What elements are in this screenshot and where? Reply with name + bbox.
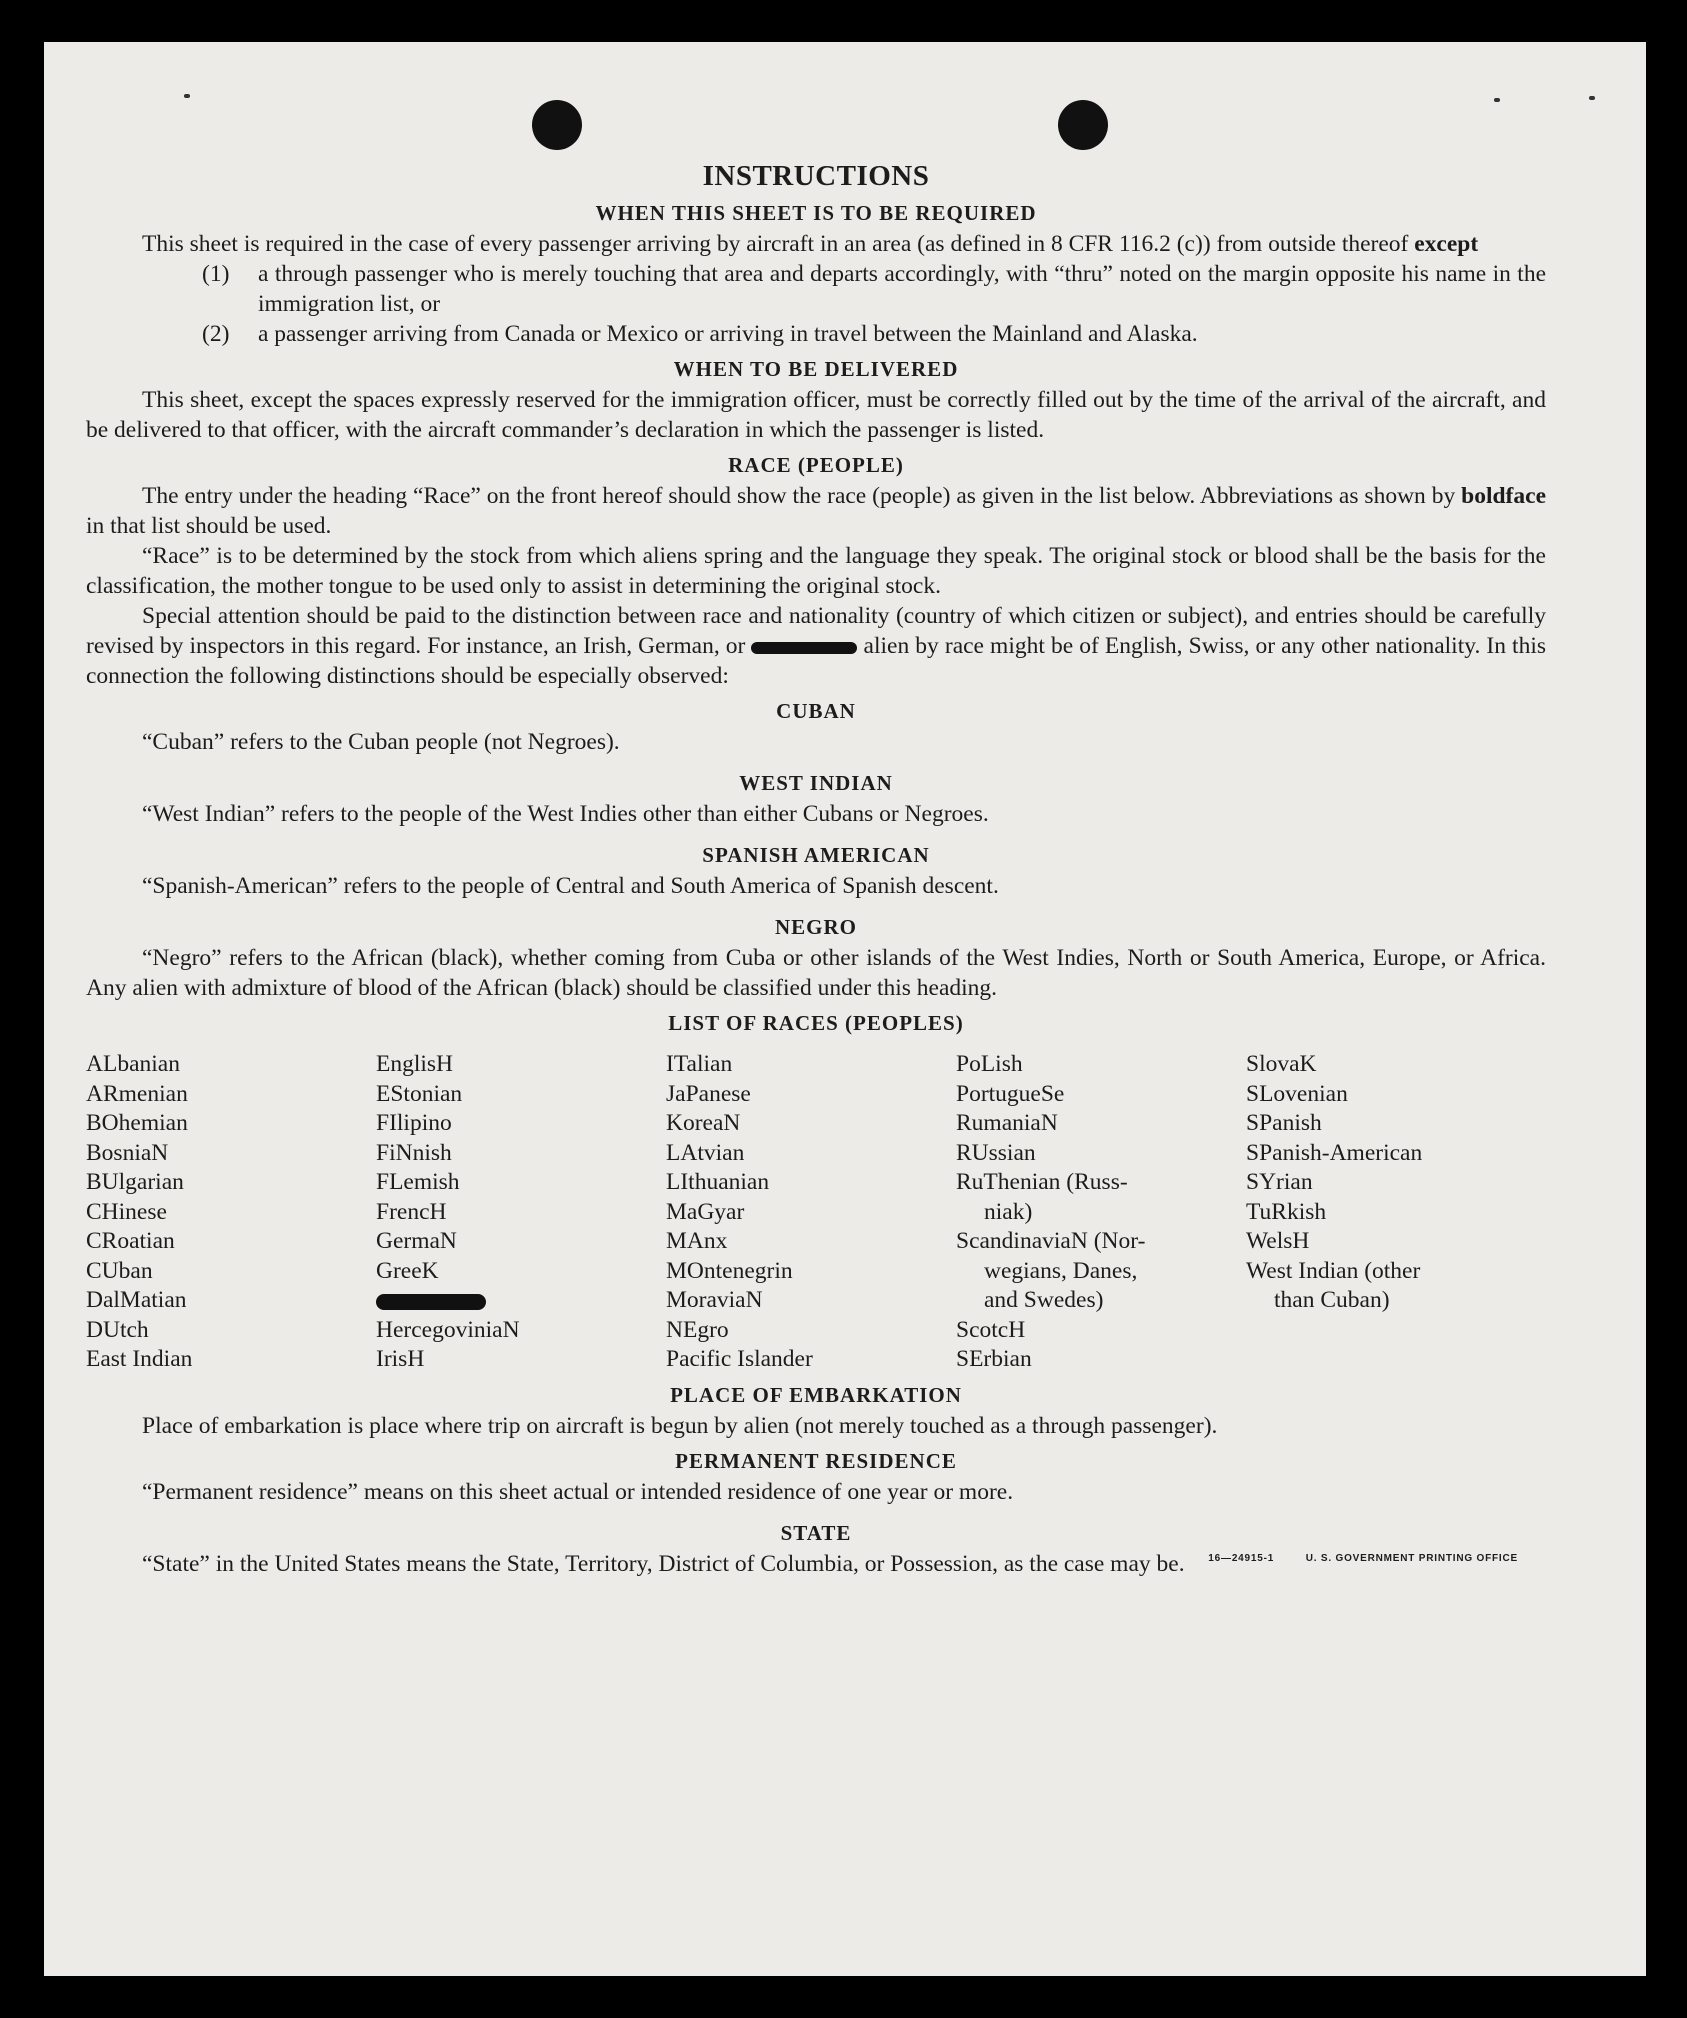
instructions-content: [86, 160, 1546, 1577]
race-list-item: SlovaK: [1246, 1051, 1317, 1077]
race-list-item: SYrian: [1246, 1169, 1313, 1195]
negro-text: “Negro” refers to the African (black), whether coming from Cuba or other islands of the West Indies, North or South America, Europe, or Africa. Any alien with admixture of blood of the African (black) should be classified under this heading.: [86, 945, 1546, 1001]
race-list-item: FIlipino: [376, 1110, 452, 1136]
race-list-item: BosniaN: [86, 1139, 169, 1166]
punch-hole-left: [532, 100, 582, 150]
race-list-item: CUban: [86, 1257, 153, 1284]
race-column-2: [376, 1050, 666, 1375]
state-text: “State” in the United States means the State, Territory, District of Columbia, or Possession, as the case may be.: [142, 1550, 1185, 1577]
race-paragraph-1: [86, 481, 1546, 541]
race-list-item: IrisH: [376, 1346, 425, 1372]
race-list-item: MAnx: [666, 1228, 728, 1254]
race-list-item: EStonian: [376, 1080, 463, 1107]
race-list-item: SErbian: [956, 1346, 1032, 1372]
heading-list-of-races: LIST OF RACES (PEOPLES): [668, 1011, 964, 1035]
race-list-item: SLovenian: [1246, 1080, 1348, 1107]
race-list-item: RUssian: [956, 1139, 1036, 1166]
race-p3-a: Special attention should be paid to the distinction between race and nationality (country of which citizen or subject), and entries should be carefully revised by inspectors in this regard. For instance, an Irish, German, or: [86, 603, 1546, 659]
scan-speck: [1589, 96, 1595, 100]
heading-spanish-american: SPANISH AMERICAN: [702, 843, 930, 867]
race-list-item: GreeK: [376, 1257, 439, 1284]
heading-required: WHEN THIS SHEET IS TO BE REQUIRED: [595, 201, 1037, 225]
race-list-item: SPanish: [1246, 1110, 1322, 1136]
race-list-item: BUlgarian: [86, 1169, 184, 1195]
race-list-item: PoLish: [956, 1051, 1023, 1077]
race-list-item: East Indian: [86, 1346, 193, 1372]
race-list-item: ITalian: [666, 1051, 733, 1077]
heading-cuban: CUBAN: [776, 699, 856, 723]
required-intro-text: This sheet is required in the case of every passenger arriving by aircraft in an area (as defined in 8 CFR 116.2 (c)) from outside thereof: [142, 231, 1409, 257]
scan-speck: [184, 94, 190, 98]
race-list-item: JaPanese: [666, 1080, 751, 1107]
race-list-item: KoreaN: [666, 1110, 741, 1136]
document-sheet: [44, 42, 1646, 1976]
printer-name: U. S. GOVERNMENT PRINTING OFFICE: [1305, 1552, 1518, 1564]
race-list-item-redacted: [376, 1286, 666, 1316]
printer-imprint: [1208, 1553, 1546, 1570]
race-list-item: WelsH: [1246, 1228, 1310, 1254]
race-paragraph-3: [86, 601, 1546, 691]
west-indian-text: “West Indian” refers to the people of the West Indies other than either Cubans or Negroes.: [142, 801, 989, 827]
race-list-item: NEgro: [666, 1316, 729, 1343]
race-list-item: FLemish: [376, 1169, 460, 1195]
item-text: a passenger arriving from Canada or Mexico or arriving in travel between the Mainland and Alaska.: [258, 321, 1198, 347]
race-list-item: HercegoviniaN: [376, 1316, 520, 1343]
race-column-1: [86, 1050, 376, 1375]
race-list-item: MaGyar: [666, 1198, 745, 1225]
race-list-item: ScotcH: [956, 1316, 1026, 1343]
race-list-item: ARmenian: [86, 1080, 188, 1107]
required-item-2: [86, 319, 1546, 349]
page-title: INSTRUCTIONS: [702, 160, 930, 192]
required-item-1: [86, 259, 1546, 319]
race-list-item: CRoatian: [86, 1228, 175, 1254]
race-list-item: MoraviaN: [666, 1287, 763, 1313]
race-list-item: wegians, Danes,: [984, 1257, 1138, 1284]
race-column-4: [956, 1050, 1246, 1375]
race-p1-a: The entry under the heading “Race” on the front hereof should show the race (people) as given in the list below. Abbreviations as shown by: [142, 483, 1456, 509]
race-list-item: EnglisH: [376, 1051, 454, 1077]
heading-delivered: WHEN TO BE DELIVERED: [673, 357, 959, 381]
race-column-5: [1246, 1050, 1546, 1375]
race-list-item: DalMatian: [86, 1287, 187, 1313]
race-list-item: West Indian (other: [1246, 1257, 1421, 1284]
race-column-3: [666, 1050, 956, 1375]
race-p3-b: alien by race might be of English, Swiss, or any other nationality. In this connection the following distinctions should be especially observed:: [86, 633, 1546, 689]
scan-speck: [1494, 98, 1500, 102]
item-text: a through passenger who is merely touching that area and departs accordingly, with “thru” noted on the margin opposite his name in the immigration list, or: [258, 261, 1546, 317]
race-list-item: PortugueSe: [956, 1080, 1065, 1107]
race-list-item: and Swedes): [984, 1287, 1104, 1313]
heading-race: RACE (PEOPLE): [728, 453, 904, 477]
race-list-item: than Cuban): [1274, 1287, 1390, 1313]
redaction-mark: [751, 642, 857, 654]
race-paragraph-2: “Race” is to be determined by the stock from which aliens spring and the language they speak. The original stock or blood shall be the basis for the classification, the mother tongue to be used only to assist in determining the original stock.: [86, 543, 1546, 599]
spanish-american-text: “Spanish-American” refers to the people of Central and South America of Spanish descent.: [142, 873, 999, 899]
race-list-item: niak): [984, 1198, 1033, 1225]
race-list-item: RuThenian (Russ-: [956, 1169, 1128, 1195]
required-intro: [86, 229, 1546, 259]
race-list-item: LIthuanian: [666, 1169, 770, 1195]
heading-residence: PERMANENT RESIDENCE: [675, 1448, 957, 1473]
race-list-item: ALbanian: [86, 1051, 180, 1077]
item-number: (2): [202, 321, 230, 347]
embarkation-text: Place of embarkation is place where trip on aircraft is begun by alien (not merely touched as a through passenger).: [142, 1412, 1218, 1439]
race-list-item: CHinese: [86, 1198, 167, 1225]
heading-west-indian: WEST INDIAN: [739, 771, 893, 795]
race-list-item: FrencH: [376, 1198, 447, 1225]
delivered-text: This sheet, except the spaces expressly reserved for the immigration officer, must be correctly filled out by the time of the arrival of the aircraft, and be delivered to that officer, with the aircraft commander’s declaration in which the passenger is listed.: [86, 387, 1546, 443]
heading-negro: NEGRO: [774, 915, 857, 939]
item-number: (1): [202, 261, 230, 287]
race-list: [86, 1050, 1546, 1375]
race-list-item: FiNnish: [376, 1139, 452, 1166]
form-code: 16—24915-1: [1208, 1552, 1275, 1564]
race-list-item: ScandinaviaN (Nor-: [956, 1228, 1146, 1254]
race-list-item: Pacific Islander: [666, 1346, 813, 1372]
race-list-item: BOhemian: [86, 1110, 188, 1136]
race-list-item: DUtch: [86, 1316, 149, 1343]
race-p1-bold: boldface: [1461, 483, 1546, 509]
race-list-item: GermaN: [376, 1228, 457, 1254]
race-list-item: SPanish-American: [1246, 1139, 1423, 1166]
race-list-item: RumaniaN: [956, 1110, 1058, 1136]
heading-state: STATE: [780, 1520, 852, 1545]
race-list-item: TuRkish: [1246, 1198, 1327, 1225]
required-intro-bold: except: [1414, 231, 1479, 257]
race-p1-b: in that list should be used.: [86, 513, 332, 539]
race-list-item: MOntenegrin: [666, 1257, 793, 1284]
punch-hole-right: [1058, 100, 1108, 150]
race-list-item: LAtvian: [666, 1139, 745, 1166]
redaction-mark: [376, 1294, 486, 1310]
residence-text: “Permanent residence” means on this sheet actual or intended residence of one year or more.: [142, 1478, 1014, 1505]
heading-embarkation: PLACE OF EMBARKATION: [670, 1382, 962, 1407]
cuban-text: “Cuban” refers to the Cuban people (not Negroes).: [142, 729, 620, 755]
